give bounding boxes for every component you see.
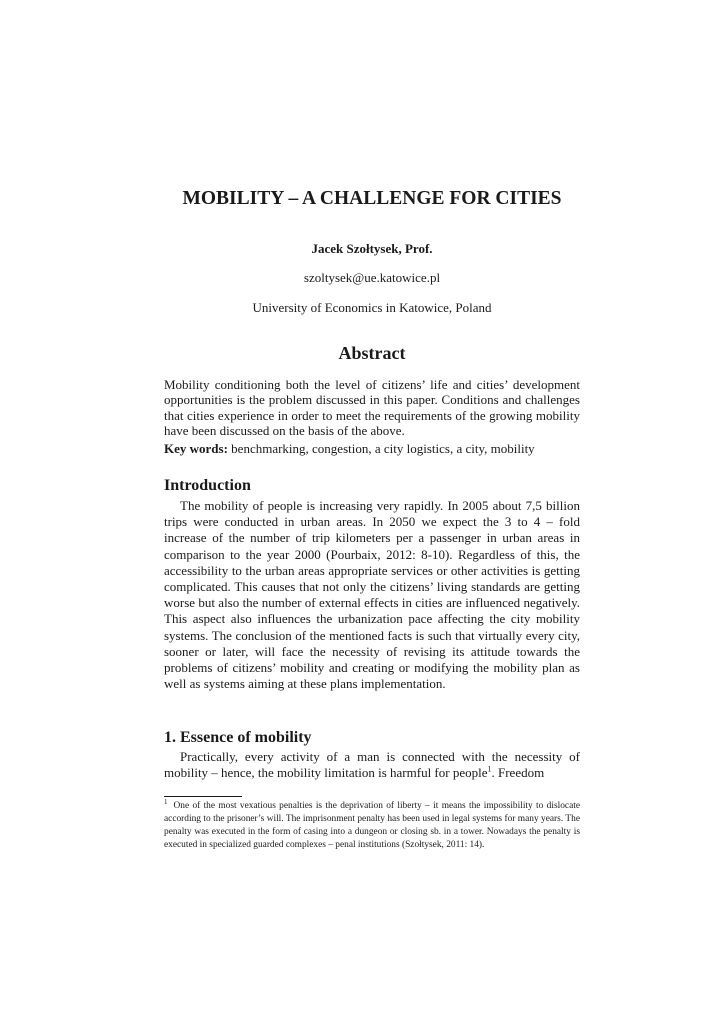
introduction-heading: Introduction	[164, 477, 251, 494]
keywords-label: Key words:	[164, 441, 228, 456]
footnote-number: 1	[164, 797, 168, 806]
section-1-text-main: Practically, every activity of a man is connected with the necessity of mobility – hence, the mobility limitation is harmful for people	[164, 749, 580, 781]
section-1-number: 1.	[164, 729, 176, 746]
author-affiliation: University of Economics in Katowice, Poland	[252, 300, 492, 315]
section-1-text-tail: . Freedom	[491, 765, 545, 781]
section-1-text	[164, 749, 580, 781]
footnote-reference: 1	[487, 764, 492, 774]
paper-title: MOBILITY – A CHALLENGE FOR CITIES	[182, 188, 562, 209]
keywords-list: benchmarking, congestion, a city logistics, a city, mobility	[231, 441, 535, 456]
footnote-text: One of the most vexatious penalties is the deprivation of liberty – it means the impossibility to dislocate according to the prisoner’s will. The imprisonment penalty has been used in legal systems for many years. The penalty was executed in the form of casing into a dungeon or closing sb. in a tower. Nowadays the penalty is executed in specialized guarded complexes – penal institutions (Szołtysek, 2011: 14).	[164, 801, 580, 850]
section-1-title: Essence of mobility	[180, 729, 312, 746]
author-email: szoltysek@ue.katowice.pl	[303, 270, 441, 285]
keywords	[164, 441, 580, 456]
abstract-text: Mobility conditioning both the level of citizens’ life and cities’ development opportunities is the problem discussed in this paper. Conditions and challenges that cities experience in order to meet the requirements of the growing mobility have been discussed on the basis of the above.	[164, 377, 580, 439]
author-name: Jacek Szołtysek, Prof.	[311, 241, 433, 256]
section-1-heading	[164, 729, 312, 747]
introduction-text: The mobility of people is increasing very rapidly. In 2005 about 7,5 billion trips were conducted in urban areas. In 2050 we expect the 3 to 4 – fold increase of the number of trip kilometers per a passenger in urban areas in comparison to the year 2000 (Pourbaix, 2012: 8-10). Regardless of this, the accessibility to the urban areas appropriate services or other activities is getting complicated. This causes that not only the citizens’ living standards are getting worse but also the number of external effects in cities are influenced negatively. This aspect also influences the urbanization pace affecting the city mobility systems. The conclusion of the mentioned facts is such that virtually every city, sooner or later, will face the necessity of revising its attitude towards the problems of citizens’ mobility and creating or modifying the mobility plan as well as systems aiming at these plans implementation.	[164, 498, 580, 692]
footnote-divider	[164, 796, 242, 797]
abstract-heading: Abstract	[338, 343, 406, 363]
footnote	[164, 797, 580, 852]
